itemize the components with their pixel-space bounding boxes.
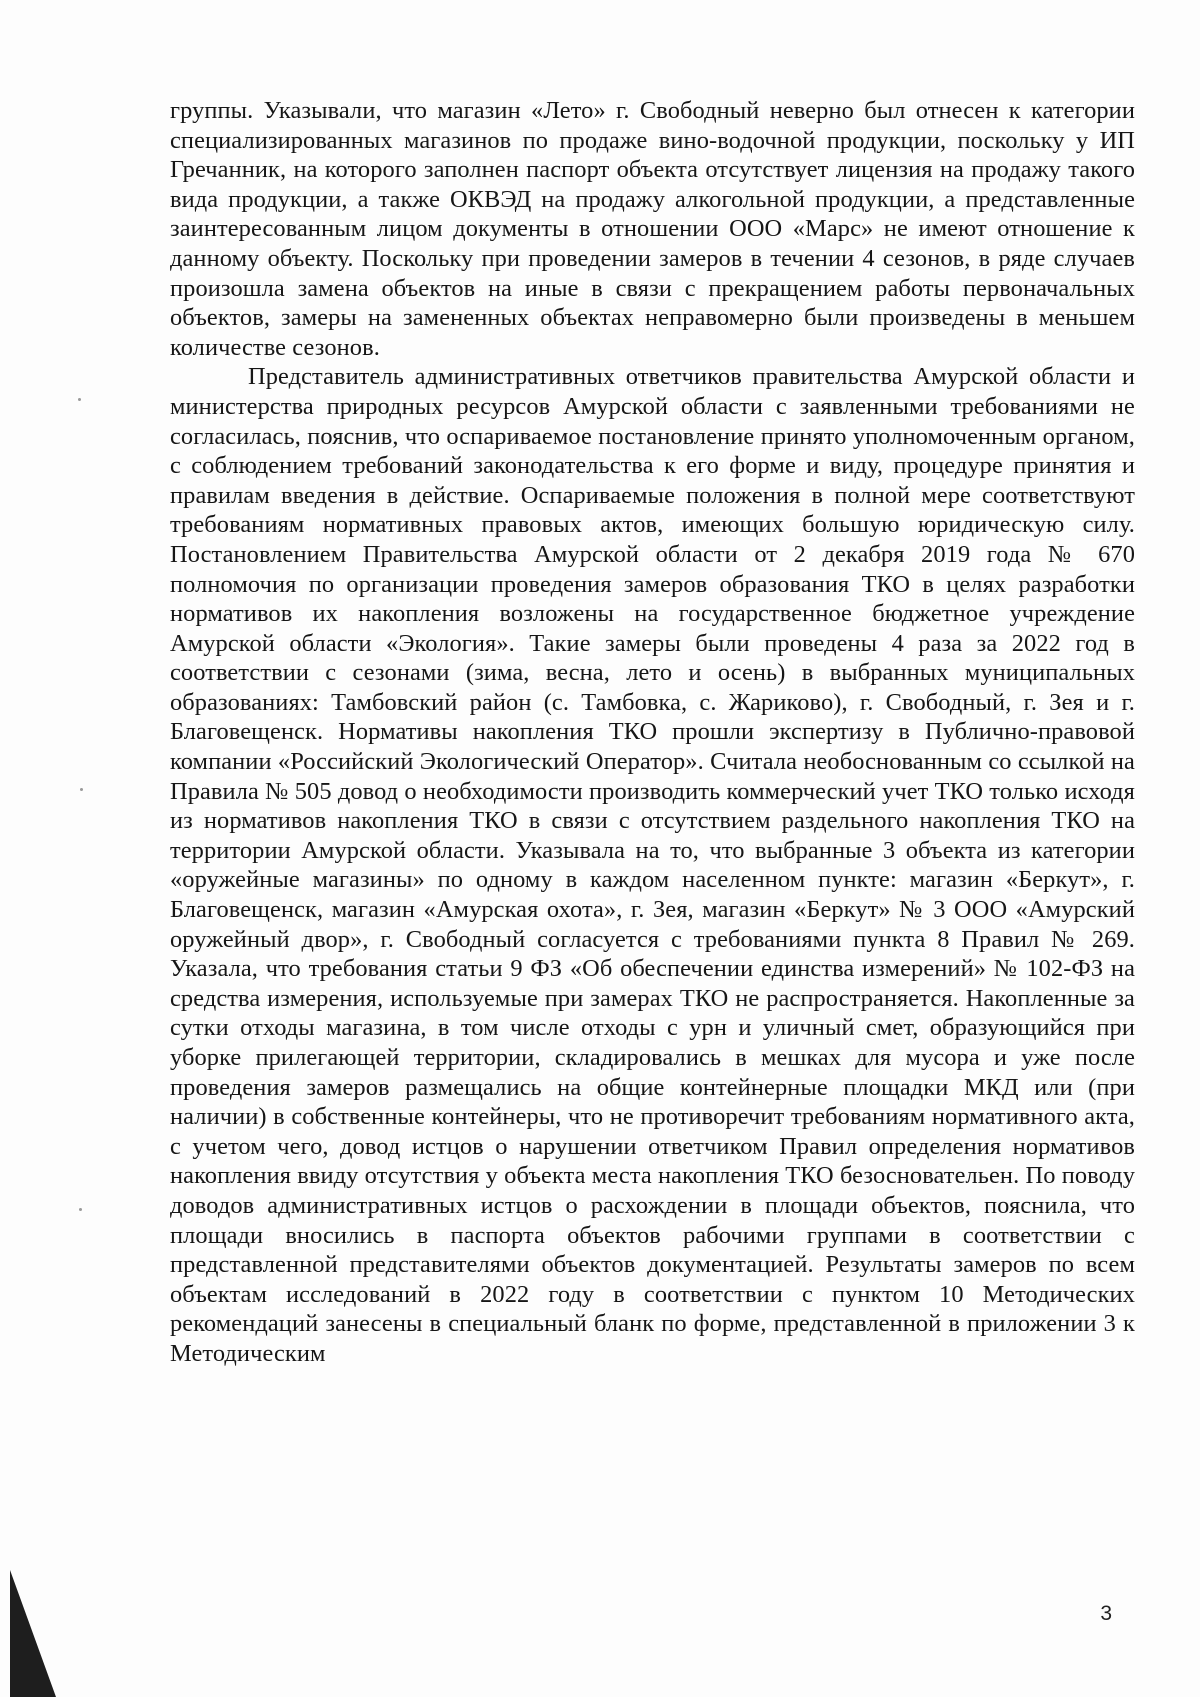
scan-speck bbox=[79, 1208, 82, 1211]
paragraph-respondent-position: Представитель административных ответчиков правительства Амурской области и министерства природных ресурсов Амурской области с заявленными требованиями не согласилась, пояснив, что оспариваемое постановление принято уполномоченным органом, с соблюдением требований законодательства к его форме и виду, процедуре принятия и правилам введения в действие. Оспариваемые положения в полной мере соответствуют требованиям нормативных правовых актов, имеющих большую юридическую силу. Постановлением Правительства Амурской области от 2 декабря 2019 года № 670 полномочия по организации проведения замеров образования ТКО в целях разработки нормативов их накопления возложены на государственное бюджетное учреждение Амурской области «Экология». Такие замеры были проведены 4 раза за 2022 год в соответствии с сезонами (зима, весна, лето и осень) в выбранных муниципальных образованиях: Тамбовский район (с. Тамбовка, с. Жариково), г. Свободный, г. Зея и г. Благовещенск. Нормативы накопления ТКО прошли экспертизу в Публично-правовой компании «Российский Экологический Оператор». Считала необоснованным со ссылкой на Правила № 505 довод о необходимости производить коммерческий учет ТКО только исходя из нормативов накопления ТКО в связи с отсутствием раздельного накопления ТКО на территории Амурской области. Указывала на то, что выбранные 3 объекта из категории «оружейные магазины» по одному в каждом населенном пункте: магазин «Беркут», г. Благовещенск, магазин «Амурская охота», г. Зея, магазин «Беркут» № 3 ООО «Амурский оружейный двор», г. Свободный согласуется с требованиями пункта 8 Правил № 269. Указала, что требования статьи 9 ФЗ «Об обеспечении единства измерений» № 102-ФЗ на средства измерения, используемые при замерах ТКО не распространяется. Накопленные за сутки отходы магазина, в том числе отходы с урн и уличный смет, образующийся при уборке прилегающей территории, складировались в мешках для мусора и уже после проведения замеров размещались на общие контейнерные площадки МКД или (при наличии) в собственные контейнеры, что не противоречит требованиям нормативного акта, с учетом чего, довод истцов о нарушении ответчиком Правил определения нормативов накопления ввиду отсутствия у объекта места накопления ТКО безосновательен. По поводу доводов административных истцов о расхождении в площади объектов, пояснила, что площади вносились в паспорта объектов рабочими группами в соответствии с представленной представителями объектов документацией. Результаты замеров по всем объектам исследований в 2022 году в соответствии с пунктом 10 Методических рекомендаций занесены в специальный бланк по форме, представленной в приложении 3 к Методическим bbox=[170, 363, 1135, 1367]
document-body bbox=[170, 96, 1135, 1369]
scan-speck bbox=[80, 788, 83, 791]
page-number: 3 bbox=[1100, 1602, 1112, 1625]
scan-speck bbox=[78, 398, 81, 401]
scan-edge-artifact bbox=[8, 1570, 58, 1697]
paragraph-continuation: группы. Указывали, что магазин «Лето» г. Свободный неверно был отнесен к категории специализированных магазинов по продаже вино-водочной продукции, поскольку у ИП Гречанник, на которого заполнен паспорт объекта отсутствует лицензия на продажу такого вида продукции, а также ОКВЭД на продажу алкогольной продукции, а представленные заинтересованным лицом документы в отношении ООО «Марс» не имеют отношение к данному объекту. Поскольку при проведении замеров в течении 4 сезонов, в ряде случаев произошла замена объектов на иные в связи с прекращением работы первоначальных объектов, замеры на замененных объектах неправомерно были произведены в меньшем количестве сезонов. bbox=[170, 97, 1135, 361]
